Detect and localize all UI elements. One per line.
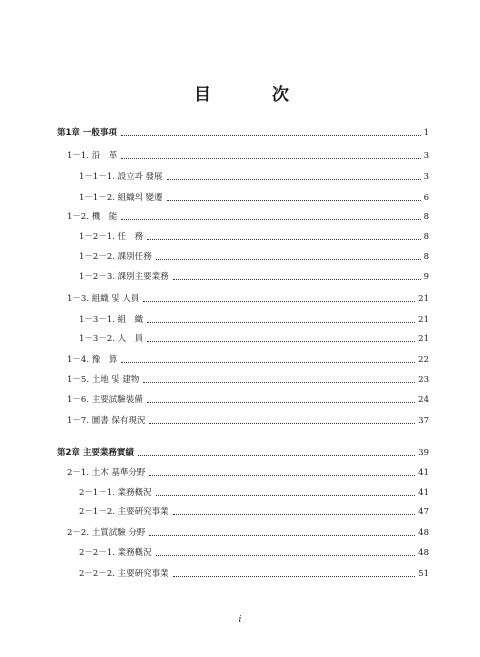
toc-entry-subsection <box>79 168 429 182</box>
toc-entry-section <box>67 208 429 222</box>
toc-entry-subsection <box>79 565 429 579</box>
toc-entry-label: 2－1－1. 業務槪況 <box>79 488 152 498</box>
toc-entry-page: 21 <box>418 315 429 325</box>
dot-leader <box>147 341 415 342</box>
toc-entry-label: 第2章 主要業務實績 <box>57 448 134 458</box>
toc-entry-page: 9 <box>423 272 429 282</box>
dot-leader <box>143 301 415 302</box>
toc-entry-label: 第1章 一般事項 <box>57 128 117 138</box>
toc-entry-page: 8 <box>423 252 429 262</box>
toc-entry-label: 1－5. 土地 및 建物 <box>67 375 140 385</box>
toc-entry-chapter <box>57 124 429 138</box>
toc-entry-page: 41 <box>418 468 429 478</box>
toc-entry-label: 1－3－1. 組 織 <box>79 315 144 325</box>
toc-entry-page: 47 <box>418 507 429 517</box>
toc-entry-subsection <box>79 484 429 498</box>
toc-entry-subsection <box>79 311 429 325</box>
dot-leader <box>173 514 416 515</box>
toc-title-part2: 次 <box>272 85 289 105</box>
toc-entry-section <box>67 391 429 405</box>
toc-entry-label: 1－4. 豫 算 <box>67 355 118 365</box>
dot-leader <box>143 382 415 383</box>
dot-leader <box>173 279 421 280</box>
toc-title-part1: 目 <box>194 85 211 105</box>
toc-entry-label: 1－3－2. 人 員 <box>79 334 144 344</box>
dot-leader <box>173 576 416 577</box>
toc-entry-subsection <box>79 268 429 282</box>
toc-entry-section <box>67 290 429 304</box>
toc-entry-page: 22 <box>418 355 429 365</box>
dot-leader <box>121 219 420 220</box>
dot-leader <box>121 135 421 136</box>
toc-entry-subsection <box>79 330 429 344</box>
dot-leader <box>138 455 415 456</box>
toc-entry-page: 48 <box>418 528 429 538</box>
toc-entry-label: 1－2. 機 能 <box>67 212 118 222</box>
toc-entry-label: 1－1. 沿 革 <box>67 151 118 161</box>
toc-entry-label: 2－1－2. 主要硏究事業 <box>79 507 169 517</box>
toc-entry-page: 48 <box>418 548 429 558</box>
toc-entry-label: 2－2. 土質試驗 分野 <box>67 528 146 538</box>
dot-leader <box>121 362 415 363</box>
toc-entry-page: 24 <box>418 395 429 405</box>
dot-leader <box>149 535 415 536</box>
dot-leader <box>156 555 416 556</box>
toc-entry-subsection <box>79 248 429 262</box>
toc-entry-label: 1－1－2. 組織의 變遷 <box>79 193 163 203</box>
toc-entry-page: 39 <box>418 448 429 458</box>
toc-entry-page: 8 <box>423 212 429 222</box>
toc-entry-section <box>67 464 429 478</box>
toc-entry-page: 3 <box>423 151 429 161</box>
toc-entry-chapter <box>57 444 429 458</box>
toc-entry-page: 23 <box>418 375 429 385</box>
toc-entry-label: 2－1. 土木 基準分野 <box>67 468 146 478</box>
toc-entry-subsection <box>79 228 429 242</box>
toc-title <box>0 80 480 105</box>
toc-entry-page: 21 <box>418 294 429 304</box>
toc-entry-label: 1－7. 圖書 保有現況 <box>67 416 146 426</box>
dot-leader <box>167 200 421 201</box>
page-number: i <box>238 615 242 625</box>
toc-entry-page: 21 <box>418 334 429 344</box>
toc-entry-section <box>67 524 429 538</box>
toc-entry-label: 1－3. 組織 및 人員 <box>67 294 140 304</box>
toc-entry-section <box>67 412 429 426</box>
dot-leader <box>167 179 421 180</box>
toc-entry-subsection <box>79 503 429 517</box>
toc-entry-page: 6 <box>423 193 429 203</box>
toc-entry-page: 51 <box>418 569 429 579</box>
dot-leader <box>149 423 415 424</box>
toc-entry-label: 1－2－1. 任 務 <box>79 232 144 242</box>
toc-entry-page: 8 <box>423 232 429 242</box>
toc-entry-section <box>67 371 429 385</box>
toc-entry-label: 1－6. 主要試驗裝備 <box>67 395 143 405</box>
toc-entry-page: 3 <box>423 172 429 182</box>
dot-leader <box>149 475 415 476</box>
toc-entry-label: 1－2－3. 課別主要業務 <box>79 272 169 282</box>
toc-entry-page: 41 <box>418 488 429 498</box>
dot-leader <box>156 259 421 260</box>
toc-entry-subsection <box>79 189 429 203</box>
toc-entry-page: 37 <box>418 416 429 426</box>
toc-entry-section <box>67 147 429 161</box>
dot-leader <box>147 322 415 323</box>
dot-leader <box>156 495 416 496</box>
dot-leader <box>147 239 420 240</box>
toc-entry-label: 2－2－2. 主要硏究事業 <box>79 569 169 579</box>
toc-entry-label: 1－1－1. 設立과 發展 <box>79 172 163 182</box>
dot-leader <box>147 402 415 403</box>
toc-entry-label: 2－2－1. 業務槪況 <box>79 548 152 558</box>
toc-entry-label: 1－2－2. 課別任務 <box>79 252 152 262</box>
dot-leader <box>121 158 420 159</box>
toc-entry-subsection <box>79 544 429 558</box>
toc-entry-section <box>67 351 429 365</box>
toc-entry-page: 1 <box>423 128 429 138</box>
